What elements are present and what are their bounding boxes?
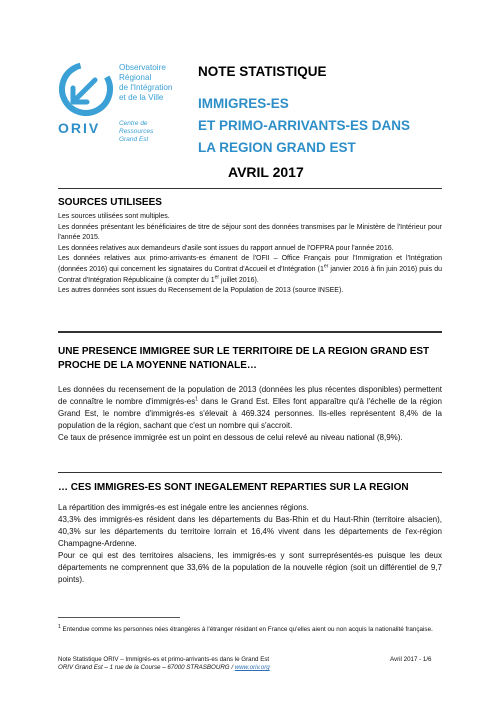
logo-wordmark: ORIV — [58, 120, 101, 136]
footnote: $^1$ Entendue comme les personnes nées étrangères à l'étranger résidant en France qu'elles aient ou non acquis la nationalité française. — [58, 623, 433, 633]
divider — [58, 188, 442, 189]
document-date: AVRIL 2017 — [228, 164, 304, 180]
divider — [58, 472, 442, 473]
page-number: Avril 2017 - 1/6 — [390, 656, 432, 663]
page-footer: Note Statistique ORIV – Immigrés-es et primo-arrivants-es dans le Grand Est ORIV Grand Est – 1 rue de la Course – 67000 STRASBOURG / www.oriv.org — [58, 656, 270, 671]
logo-organisation-name: Observatoire Régional de l'Intégration et de la Ville — [119, 63, 173, 102]
divider — [58, 331, 442, 333]
section-text-repartition: La répartition des immigrés-es est inégale entre les anciennes régions. 43,3% des immigrés-es résident dans les départements du Bas-Rhin et du Haut-Rhin (territoire alsacien), 40,3% sur les départements du territoire lorrain et 16,4% vivent dans les départements de l'ex-région Champagne-Ardenne. Pour ce qui est des territoires alsaciens, les immigrés-es y sont surreprésentés-es puisque les deux départements ne comprennent que 33,6% de la population de la nouvelle région (soit un différentiel de 9,7 points). — [58, 503, 442, 584]
oriv-logo-icon — [57, 60, 115, 118]
section-heading-repartition: … CES IMMIGRES-ES SONT INEGALEMENT REPARTIES SUR LA REGION — [58, 482, 409, 493]
sources-text: Les sources utilisées sont multiples. Les données présentant les bénéficiaires de titre de séjour sont des données transmises par le Ministère de l'Intérieur pour l'année 2015. Les données relatives aux demandeurs d'asile sont issues du rapport annuel de l'OFPRA pour l'année 2016. Les données relatives aux primo-arrivants-es émanent de l'OFII – Office Français pour l'Immigration et l'Intégration (données 2016) qui concernent les signataires du Contrat d'Accueil et d'Intégration (1er janvier 2016 à fin juin 2016) puis du Contrat d'Intégration Républicaine (à compter du 1er juillet 2016). Les autres données sont issues du Recensement de la Population de 2013 (source INSEE). — [58, 213, 443, 295]
document-title: IMMIGRES-ES ET PRIMO-ARRIVANTS-ES DANS LA REGION GRAND EST — [198, 96, 411, 155]
section-text-presence: Les données du recensement de la population de 2013 (données les plus récentes disponibles) permettent de connaître le nombre $d'immigrés-es^1$ dans le Grand Est. Elles font apparaître qu'à l'échelle de la région Grand Est, le nombre d'immigrés-es s'élevait à 469.324 personnes. Ils-elles représentent 8,4% de la population de la région, sachant que c'est un nombre qui s'accroit. Ce taux de présence immigrée est un point en dessous de celui relevé au niveau national (8,9%). — [58, 385, 442, 442]
section-heading-presence: UNE PRESENCE IMMIGREE SUR LE TERRITOIRE DE LA REGION GRAND EST PROCHE DE LA MOYENNE NATIONALE… — [58, 346, 430, 371]
logo-subtitle: Centre de Ressources Grand Est — [119, 120, 154, 143]
oriv-logo — [57, 60, 181, 155]
website-link[interactable]: www.oriv.org — [234, 664, 270, 671]
footnote-separator — [58, 617, 180, 618]
note-type-heading: NOTE STATISTIQUE — [198, 64, 327, 79]
sources-heading: SOURCES UTILISEES — [58, 197, 162, 208]
